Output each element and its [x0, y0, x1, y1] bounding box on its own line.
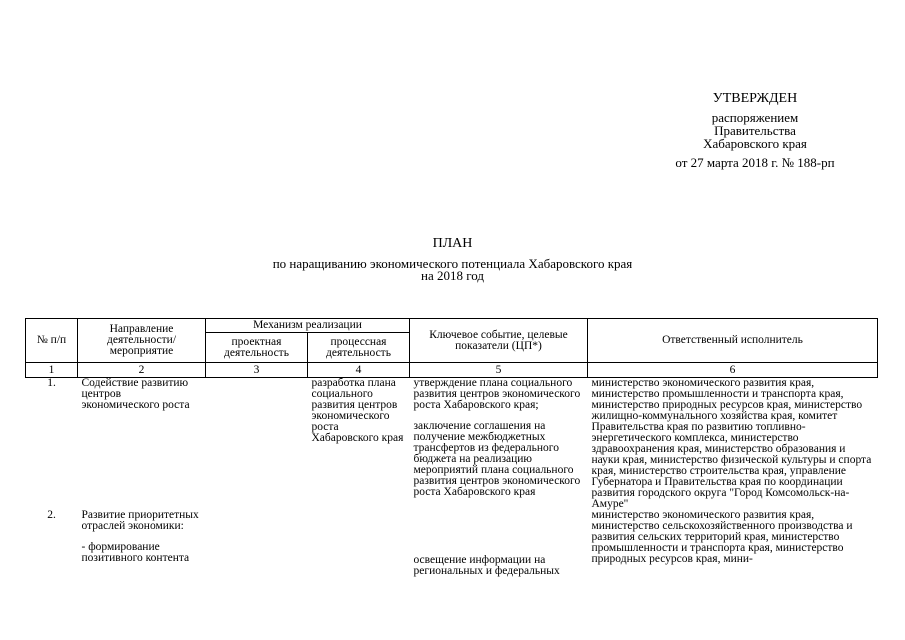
row-event-1: утверждение плана социального развития центров экономического роста Хабаровского края;: [413, 377, 581, 411]
row-direction-sub: - формирование позитивного контента: [81, 541, 190, 564]
plan-table: [25, 318, 878, 577]
title-subtitle-1: по наращиванию экономического потенциала Хабаровского края: [272, 256, 633, 271]
row-event: освещение информации на региональных и федеральных: [413, 554, 560, 577]
column-number: 6: [588, 363, 878, 378]
approval-block: [650, 92, 860, 169]
title-subtitle-2: на 2018 год: [421, 268, 484, 283]
approval-line-3: Хабаровского края: [703, 136, 807, 151]
row-executor: министерство экономического развития края, министерство сельскохозяйственного производства и развития сельских территорий края, министерство промышленности и транспорта края, министерство природных ресурсов края, мини-: [591, 509, 853, 565]
row-num: 1.: [47, 377, 56, 389]
column-number: 2: [78, 363, 206, 378]
header-num: № п/п: [26, 319, 78, 363]
row-num: 2.: [47, 509, 56, 521]
row-project: [206, 510, 308, 577]
header-event: Ключевое событие, целевые показатели (ЦП*): [410, 319, 588, 363]
row-direction: Содействие развитию центров экономического роста: [81, 377, 190, 411]
table-row: [26, 510, 878, 577]
approval-line-1: распоряжением: [711, 110, 799, 125]
column-number: 1: [26, 363, 78, 378]
approval-status: УТВЕРЖДЕН: [712, 91, 798, 106]
column-number: 5: [410, 363, 588, 378]
approval-date: от 27 марта 2018 г. № 188-рп: [675, 155, 835, 170]
title-heading: ПЛАН: [432, 236, 473, 251]
header-project: проектная деятельность: [206, 333, 308, 363]
header-executor: Ответственный исполнитель: [588, 319, 878, 363]
row-process: разработка плана социального развития центров экономического роста Хабаровского края: [311, 377, 404, 444]
header-process: процессная деятельность: [308, 333, 410, 363]
header-direction: Направление деятельности/ мероприятие: [78, 319, 206, 363]
row-executor: министерство экономического развития края, министерство промышленности и транспорта края, министерство природных ресурсов края, министерство жилищно-коммунального хозяйства края, комитет Правительства края по развитию топливно-энергетического комплекса, министерство здравоохранения края, министерство образования и науки края, министерство физической культуры и спорта края, министерство строительства края, управление Губернатора и Правительства края по координации развития городского округа "Город Комсомольск-на-Амуре": [591, 377, 872, 510]
table-row: [26, 378, 878, 511]
column-number: 4: [308, 363, 410, 378]
column-number: 3: [206, 363, 308, 378]
row-project: [206, 378, 308, 511]
approval-line-2: Правительства: [714, 123, 796, 138]
row-direction: [78, 510, 206, 577]
row-event-2: заключение соглашения на получение межбюджетных трансфертов из федерального бюджета на реализацию мероприятий плана социального развития центров экономического роста Хабаровского края: [413, 420, 581, 498]
document-title: [0, 237, 905, 282]
header-mechanism: Механизм реализации: [206, 319, 410, 333]
row-direction-main: Развитие приоритетных отраслей экономики:: [81, 509, 199, 532]
row-event: [410, 378, 588, 511]
row-process: [308, 510, 410, 577]
